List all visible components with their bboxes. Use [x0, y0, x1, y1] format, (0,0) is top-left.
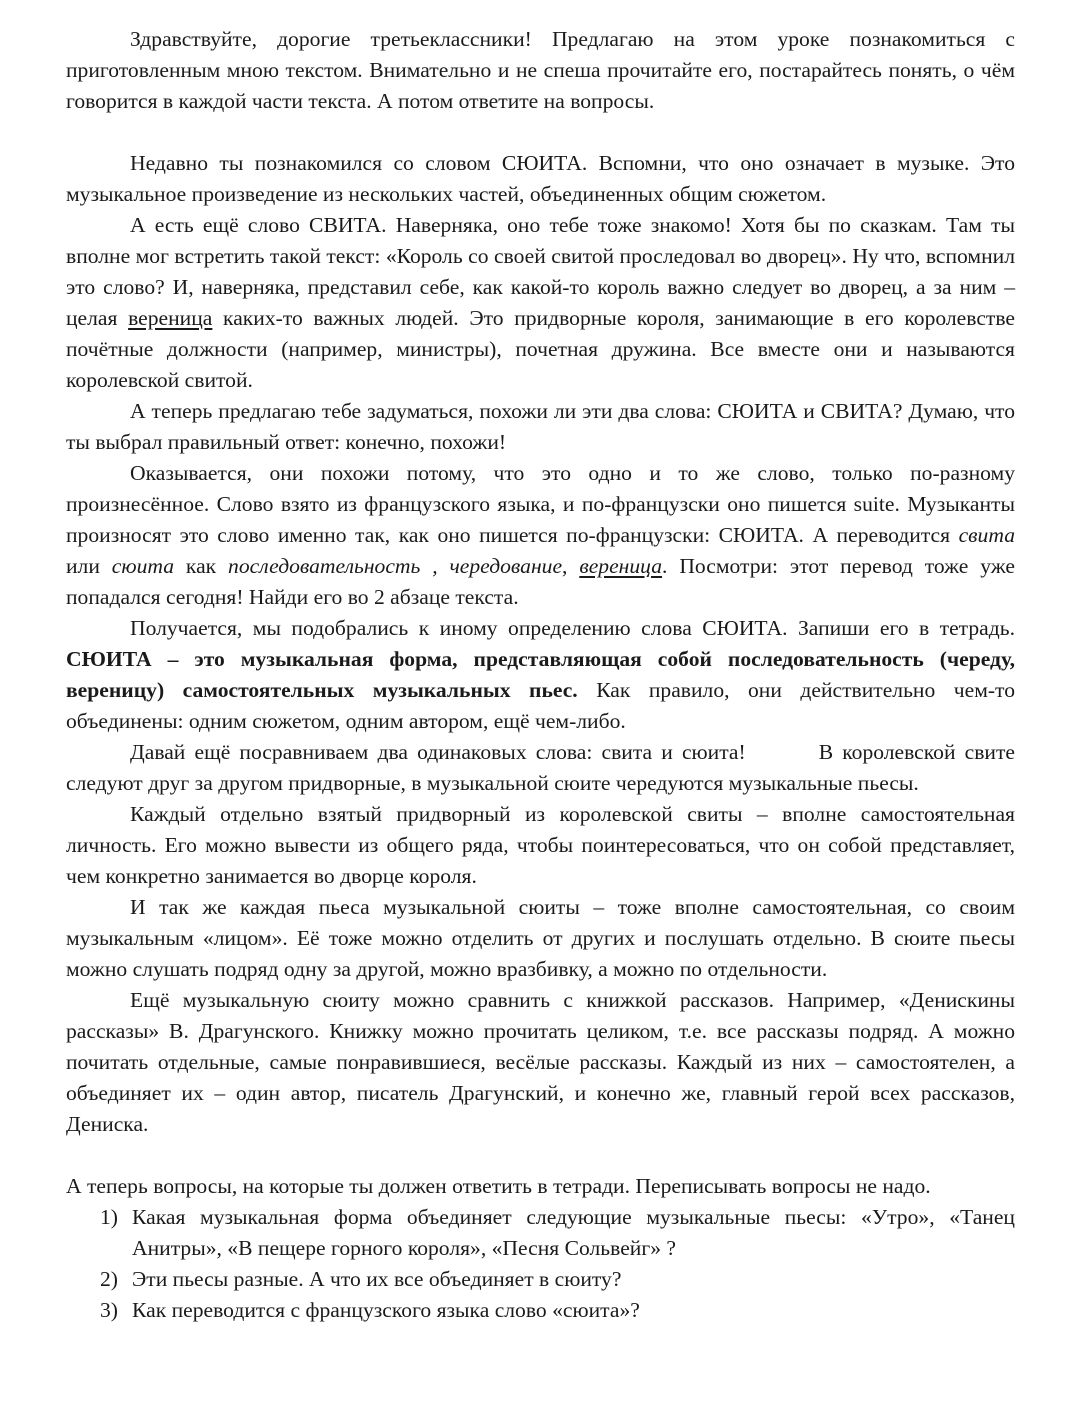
paragraph-1: Недавно ты познакомился со словом СЮИТА. Вспомни, что оно означает в музыке. Это музыкальное произведение из нескольких частей, объединенных общим сюжетом.: [66, 151, 1015, 206]
italic-word-svita: свита: [958, 523, 1015, 547]
question-item: [100, 1202, 1015, 1264]
paragraph-9: Ещё музыкальную сюиту можно сравнить с книжкой рассказов. Например, «Денискины рассказы» В. Драгунского. Книжку можно прочитать целиком, т.е. все рассказы подряд. А можно почитать отдельные, самые понравившиеся, весёлые рассказы. Каждый из них – самостоятелен, а объединяет их – один автор, писатель Драгунский, и конечно же, главный герой всех рассказов, Дениска.: [66, 988, 1015, 1136]
paragraph-8: И так же каждая пьеса музыкальной сюиты – тоже вполне самостоятельная, со своим музыкальным «лицом». Её тоже можно отделить от других и послушать отдельно. В сюите пьесы можно слушать подряд одну за другой, можно вразбивку, а можно по отдельности.: [66, 895, 1015, 981]
intro-paragraph: Здравствуйте, дорогие третьеклассники! Предлагаю на этом уроке познакомиться с приготовленным мною текстом. Внимательно и не спеша прочитайте его, постарайтесь понять, о чём говорится в каждой части текста. А потом ответите на вопросы.: [66, 27, 1015, 113]
question-number: 2): [100, 1267, 118, 1291]
question-item: [100, 1295, 1015, 1326]
paragraph-6: Давай ещё посравниваем два одинаковых слова: свита и сюита! В королевской свите следуют друг за другом придворные, в музыкальной сюите чередуются музыкальные пьесы.: [66, 740, 1021, 795]
question-text: Эти пьесы разные. А что их все объединяет в сюиту?: [132, 1267, 622, 1291]
paragraph-4-connector-2: как: [174, 554, 229, 578]
paragraph-3: А теперь предлагаю тебе задуматься, похожи ли эти два слова: СЮИТА и СВИТА? Думаю, что ты выбрал правильный ответ: конечно, похожи!: [66, 399, 1015, 454]
underlined-word-verenitsa: вереница: [128, 306, 213, 330]
italic-underlined-verenitsa: вереница: [579, 554, 663, 578]
paragraph-5: [66, 613, 1015, 737]
italic-translation: последовательность , чередование: [228, 554, 563, 578]
paragraph-2-text-a: А есть ещё слово СВИТА. Наверняка, оно тебе тоже знакомо! Хотя бы по сказкам. Там ты вполне мог встретить такой текст: «Король со своей свитой проследовал во дворец». Ну что, вспомнил это слово? И, наверняка, представил себе, как какой-то король важно следует во дворец, а за ним – целая: [66, 213, 1015, 330]
question-item: [100, 1264, 1015, 1295]
paragraph-4-connector-1: или: [66, 554, 112, 578]
italic-word-syuita: сюита: [111, 554, 175, 578]
paragraph-2-text-b: каких-то важных людей. Это придворные короля, занимающие в его королевстве почётные должности (например, министры), почетная дружина. Все вместе они и называются королевской свитой.: [66, 306, 1015, 392]
paragraph-7: Каждый отдельно взятый придворный из королевской свиты – вполне самостоятельная личность. Его можно вывести из общего ряда, чтобы поинтересоваться, что он собой представляет, чем конкретно занимается во дворце короля.: [66, 802, 1015, 888]
question-text: Какая музыкальная форма объединяет следующие музыкальные пьесы: «Утро», «Танец Анитры», «В пещере горного короля», «Песня Сольвейг» ?: [132, 1205, 1015, 1260]
paragraph-4-text-b: . Посмотри: этот перевод тоже уже попадался сегодня! Найди его во 2 абзаце текста.: [66, 554, 1015, 609]
paragraph-4-connector-3: ,: [562, 554, 580, 578]
suite-definition: СЮИТА – это музыкальная форма, представляющая собой последовательность (череду, вереницу) самостоятельных музыкальных пьес.: [66, 647, 1015, 702]
question-number: 3): [100, 1298, 118, 1322]
question-text: Как переводится с французского языка слово «сюита»?: [132, 1298, 640, 1322]
questions-intro: А теперь вопросы, на которые ты должен ответить в тетради. Переписывать вопросы не надо.: [66, 1174, 931, 1198]
paragraph-2: [66, 210, 1015, 396]
question-number: 1): [100, 1205, 118, 1229]
questions-list: [66, 1202, 1015, 1326]
paragraph-4-text-a: Оказывается, они похожи потому, что это одно и то же слово, только по-разному произнесённое. Слово взято из французского языка, и по-французски оно пишется suite. Музыканты произносят это слово именно так, как оно пишется по-французски: СЮИТА. А переводится: [66, 461, 1015, 547]
paragraph-4: [66, 458, 1015, 613]
paragraph-5-text-a: Получается, мы подобрались к иному определению слова СЮИТА. Запиши его в тетрадь.: [130, 616, 1015, 640]
paragraph-5-text-b: Как правило, они действительно чем-то объединены: одним сюжетом, одним автором, ещё чем-либо.: [66, 678, 1016, 733]
